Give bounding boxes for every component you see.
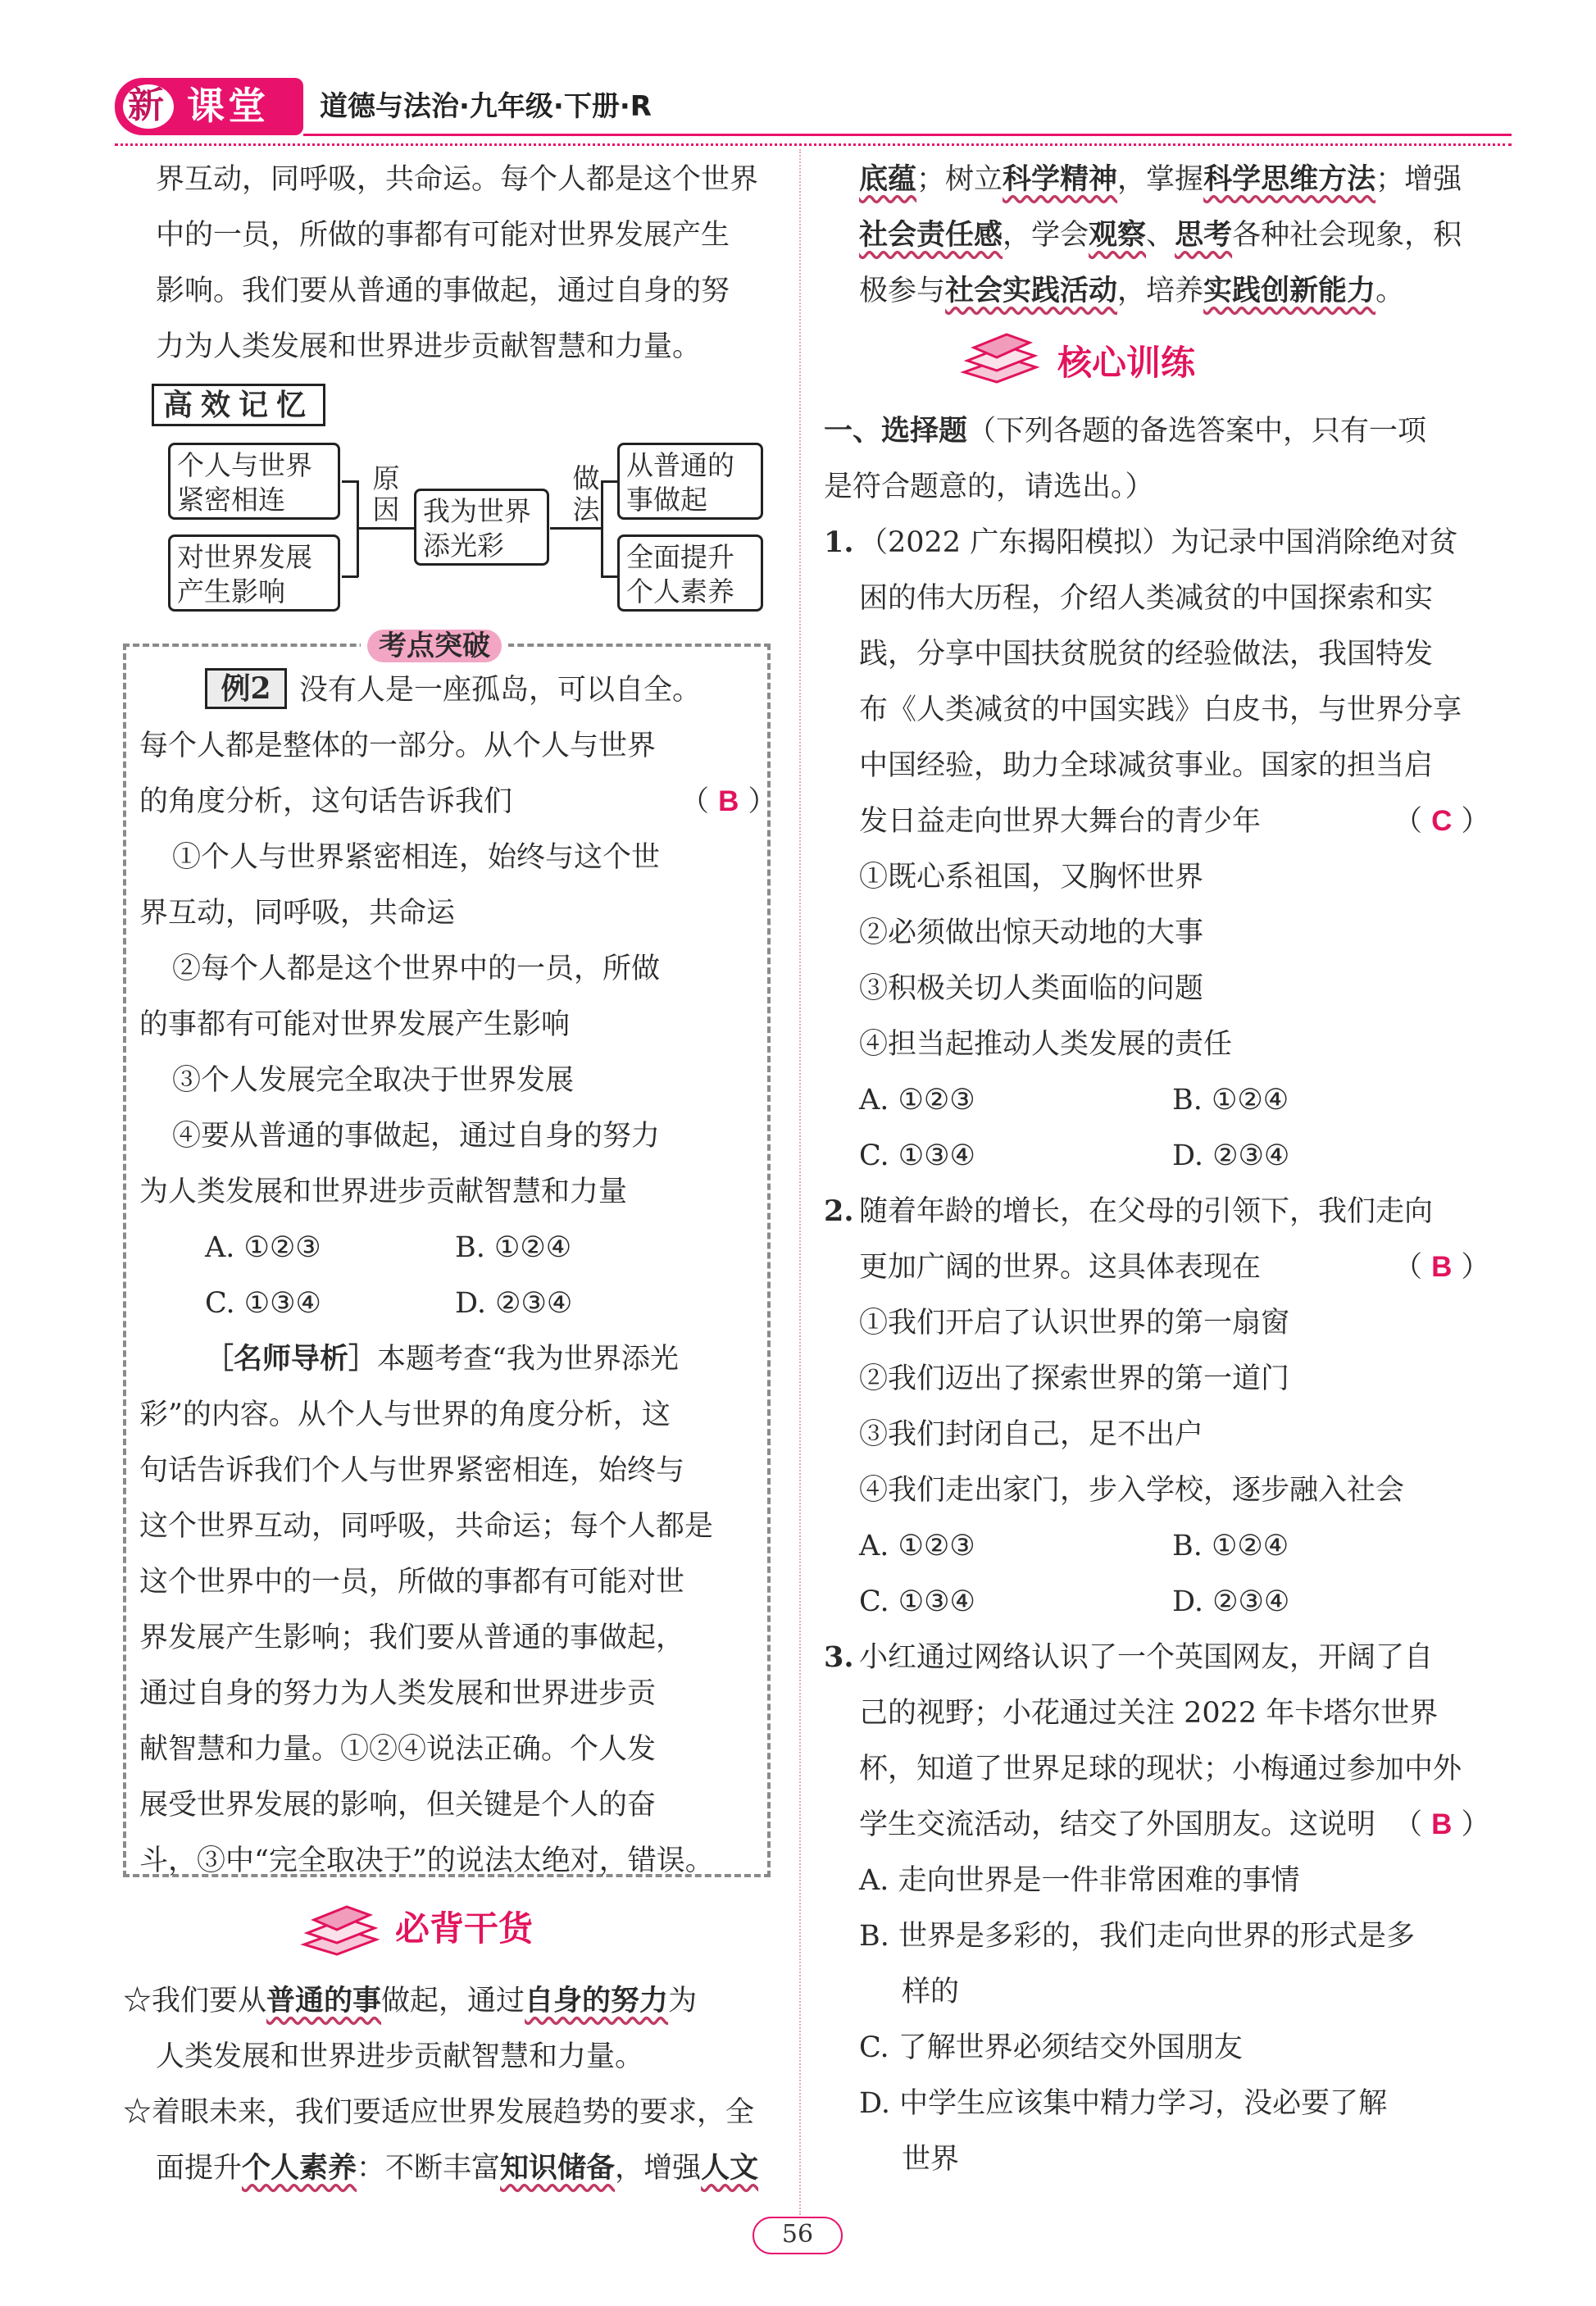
question-option: ②我们迈出了探索世界的第一道门 [859, 1362, 1290, 1395]
example-answer: B [718, 785, 739, 817]
question-option: ④我们走出家门，步入学校，逐步融入社会 [859, 1474, 1405, 1507]
question-line: 小红通过网络认识了一个英国网友，开阔了自 [859, 1641, 1434, 1674]
page-number: 56 [781, 2220, 814, 2249]
key-term: 科学思维方法 [1203, 162, 1376, 196]
mindmap-label-reason: 原因 [372, 462, 400, 525]
text-seg: 。 [1375, 275, 1405, 307]
example-stem: 每个人都是整体的一部分。从个人与世界 [139, 730, 657, 762]
answer-bracket: （ C ） [1394, 805, 1490, 838]
key-term: 自身的努力 [525, 1984, 669, 2017]
mindmap-node: 从普通的事做起 [617, 443, 763, 520]
question-line: 困的伟大历程，介绍人类减贫的中国探索和实 [859, 582, 1434, 615]
analysis-line: 这个世界互动，同呼吸，共命运；每个人都是 [139, 1510, 714, 1543]
example-tag: 例2 [205, 668, 287, 709]
question-number: 3. [824, 1640, 854, 1674]
column-divider [799, 149, 801, 2215]
example-stem: 没有人是一座孤岛，可以自全。 [299, 674, 702, 707]
analysis-line: 献智慧和力量。①②④说法正确。个人发 [139, 1733, 657, 1766]
text-seg: ；增强 [1375, 163, 1462, 196]
question-choice: B. ①②④ [1172, 1084, 1289, 1117]
example-option: ④要从普通的事做起，通过自身的努力 [172, 1120, 661, 1153]
key-term: 知识储备 [500, 2151, 616, 2185]
mindmap-node: 个人与世界紧密相连 [168, 443, 340, 520]
text-seg: 各种社会现象，积 [1232, 219, 1462, 252]
q1-answer: C [1431, 805, 1453, 837]
text-seg: ；树立 [916, 163, 1003, 196]
example-option: 界互动，同呼吸，共命运 [139, 897, 456, 930]
question-line: 学生交流活动，结交了外国朋友。这说明 [859, 1808, 1376, 1841]
question-line: 己的视野；小花通过关注 2022 年卡塔尔世界 [859, 1697, 1439, 1730]
section-head: 一、选择题 [824, 414, 968, 448]
example-choice: C. ①③④ [205, 1287, 321, 1320]
analysis-line: 展受世界发展的影响，但关键是个人的奋 [139, 1789, 657, 1822]
analysis-line: 界发展产生影响；我们要从普通的事做起， [139, 1621, 685, 1654]
cont-line [859, 263, 1404, 319]
text-seg: ☆我们要从 [123, 1985, 267, 2017]
book-title: 道德与法治·九年级·下册·R [320, 90, 652, 123]
question-option: B. 世界是多彩的，我们走向世界的形式是多 [859, 1920, 1415, 1953]
question-option: ①既心系祖国，又胸怀世界 [859, 861, 1204, 894]
header-rule [303, 134, 1512, 136]
text-seg: ，学会 [1003, 219, 1089, 252]
text-seg: ，培养 [1117, 275, 1204, 307]
q3-answer: B [1431, 1808, 1453, 1840]
key-term: 人文 [701, 2151, 759, 2185]
books-icon [959, 328, 1041, 389]
question-choice: A. ①②③ [859, 1530, 975, 1562]
cont-line [859, 152, 1462, 207]
question-option: A. 走向世界是一件非常困难的事情 [859, 1864, 1300, 1897]
memory-title: 高效记忆 [152, 384, 325, 426]
example-answer-bracket: （ B ） [680, 785, 777, 818]
answer-bracket: （ B ） [1394, 1251, 1490, 1284]
question-choice: D. ②③④ [1172, 1139, 1290, 1172]
question-option: 世界 [902, 2143, 960, 2176]
breakthrough-title [361, 630, 508, 662]
example-option: ②每个人都是这个世界中的一员，所做 [172, 953, 661, 985]
question-line: 随着年龄的增长，在父母的引领下，我们走向 [859, 1195, 1434, 1228]
question-option: ③我们封闭自己，足不出户 [859, 1418, 1204, 1451]
question-option: ①我们开启了认识世界的第一扇窗 [859, 1307, 1290, 1339]
mind-map [168, 443, 775, 623]
analysis-label: ［名师导析］ [205, 1342, 378, 1376]
text-seg: 极参与 [859, 275, 946, 307]
key-term: 普通的事 [266, 1984, 382, 2017]
intro-line: 力为人类发展和世界进步贡献智慧和力量。 [156, 330, 702, 363]
question-line: 发日益走向世界大舞台的青少年 [859, 805, 1262, 838]
key-term: 社会实践活动 [945, 274, 1118, 307]
question-line: 中国经验，助力全球减贫事业。国家的担当启 [859, 749, 1434, 782]
intro-line: 界互动，同呼吸，共命运。每个人都是这个世界 [156, 163, 759, 196]
intro-line: 影响。我们要从普通的事做起，通过自身的努 [156, 275, 730, 307]
must-line: 人类发展和世界进步贡献智慧和力量。 [156, 2040, 644, 2073]
text-seg: 做起，通过 [381, 1985, 525, 2017]
question-number: 2. [824, 1194, 854, 1228]
must-memorize-title: 必背干货 [395, 1908, 534, 1949]
key-term: 社会责任感 [859, 218, 1003, 252]
cont-line [859, 207, 1462, 263]
question-line: 布《人类减贫的中国实践》白皮书，与世界分享 [859, 694, 1462, 726]
question-option: D. 中学生应该集中精力学习，没必要了解 [859, 2087, 1388, 2120]
text-seg: 、 [1146, 219, 1175, 252]
must-line: ☆着眼未来，我们要适应世界发展趋势的要求，全 [123, 2096, 755, 2129]
key-term: 个人素养 [242, 2151, 357, 2185]
answer-bracket: （ B ） [1394, 1808, 1490, 1841]
analysis-line: 本题考查“我为世界添光 [377, 1343, 679, 1376]
text-seg: 面提升 [156, 2152, 243, 2185]
analysis-line: 句话告诉我们个人与世界紧密相连，始终与 [139, 1454, 685, 1487]
question-number: 1. [824, 525, 854, 559]
example-option: 的事都有可能对世界发展产生影响 [139, 1008, 571, 1041]
section-note-2: 是符合题意的，请选出。） [824, 471, 1154, 503]
question-option: 样的 [902, 1976, 960, 2008]
mindmap-node: 全面提升个人素养 [617, 534, 763, 612]
header-dotted-rule [115, 143, 1512, 146]
example-choice: B. ①②④ [455, 1231, 572, 1264]
connector-line [601, 480, 603, 577]
example-choice: A. ①②③ [205, 1231, 321, 1264]
example-option: 为人类发展和世界进步贡献智慧和力量 [139, 1176, 628, 1208]
section-note: （下列各题的备选答案中，只有一项 [967, 415, 1427, 448]
analysis-line: 斗，③中“完全取决于”的说法太绝对，错误。 [139, 1844, 714, 1877]
analysis-line: 彩”的内容。从个人与世界的角度分析，这 [139, 1399, 671, 1431]
connector-line [358, 527, 414, 530]
logo-xin-text: 新 [128, 84, 164, 126]
question-option: ③积极关切人类面临的问题 [859, 972, 1204, 1005]
question-choice: C. ①③④ [859, 1585, 975, 1618]
q2-answer: B [1431, 1251, 1453, 1283]
analysis-line: 通过自身的努力为人类发展和世界进步贡 [139, 1677, 657, 1710]
mindmap-label-method: 做法 [572, 462, 600, 525]
text-seg: ：不断丰富 [357, 2152, 501, 2185]
connector-line [601, 575, 617, 578]
analysis-line: 这个世界中的一员，所做的事都有可能对世 [139, 1566, 685, 1599]
question-choice: B. ①②④ [1172, 1530, 1289, 1562]
text-seg: ，掌握 [1117, 163, 1204, 196]
example-option: ③个人发展完全取决于世界发展 [172, 1064, 575, 1097]
logo-ketang-text: 课堂 [187, 84, 269, 128]
question-choice: C. ①③④ [859, 1139, 975, 1172]
connector-line [342, 480, 358, 483]
page-header [115, 78, 1508, 135]
key-term: 科学精神 [1003, 162, 1118, 196]
key-term: 思考 [1175, 218, 1233, 252]
example-stem: 的角度分析，这句话告诉我们 [139, 785, 513, 818]
section-heading [824, 403, 1426, 459]
question-line: 践，分享中国扶贫脱贫的经验做法，我国特发 [859, 638, 1434, 671]
question-line: （2022 广东揭阳模拟）为记录中国消除绝对贫 [859, 526, 1458, 559]
question-line: 杯，知道了世界足球的现状；小梅通过参加中外 [859, 1753, 1462, 1785]
must-line [123, 1973, 697, 2029]
mindmap-node: 对世界发展产生影响 [168, 534, 340, 612]
connector-line [601, 480, 617, 483]
text-seg: 为 [668, 1985, 698, 2017]
connector-line [550, 527, 601, 530]
question-option: ②必须做出惊天动地的大事 [859, 916, 1204, 949]
key-term: 观察 [1089, 218, 1147, 252]
breakthrough-badge: 考点突破 [367, 630, 502, 662]
connector-line [342, 575, 358, 578]
must-line [156, 2140, 758, 2196]
question-option: ④担当起推动人类发展的责任 [859, 1028, 1233, 1061]
question-line: 更加广阔的世界。这具体表现在 [859, 1251, 1262, 1284]
text-seg: ，增强 [615, 2152, 702, 2185]
question-choice: D. ②③④ [1172, 1585, 1290, 1618]
question-choice: A. ①②③ [859, 1084, 975, 1117]
books-icon [299, 1900, 381, 1961]
question-option: C. 了解世界必须结交外国朋友 [859, 2031, 1243, 2064]
key-term: 实践创新能力 [1203, 274, 1376, 307]
key-term: 底蕴 [859, 162, 917, 196]
core-training-title: 核心训练 [1057, 343, 1196, 383]
example-option: ①个人与世界紧密相连，始终与这个世 [172, 841, 661, 874]
intro-line: 中的一员，所做的事都有可能对世界发展产生 [156, 219, 730, 252]
mindmap-center-node: 我为世界添光彩 [414, 489, 549, 566]
example-choice: D. ②③④ [455, 1287, 573, 1320]
